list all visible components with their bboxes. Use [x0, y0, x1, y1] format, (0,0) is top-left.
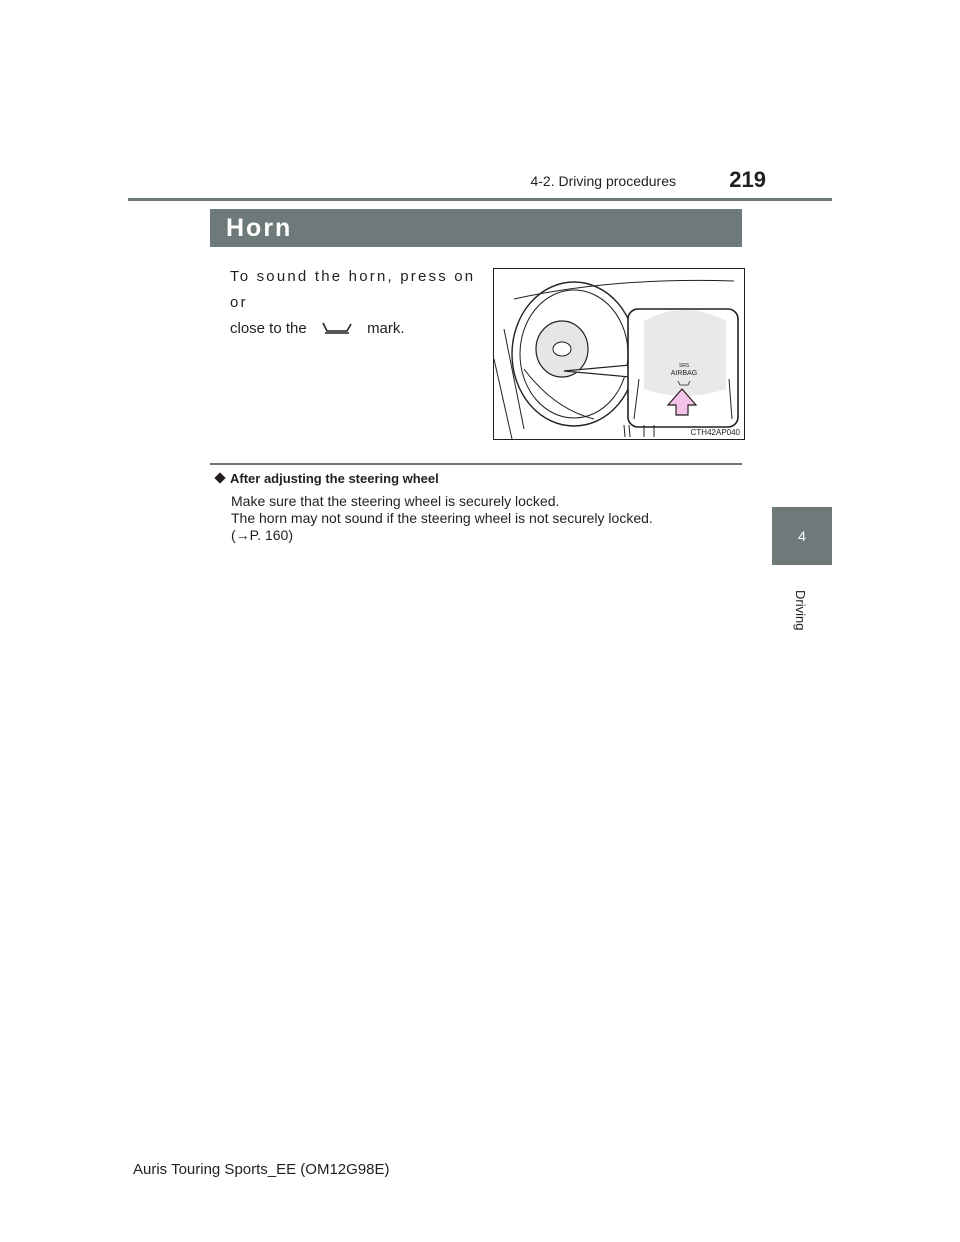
note-line: The horn may not sound if the steering wheel is not securely locked. [231, 510, 653, 526]
header-section-title: 4-2. Driving procedures [530, 173, 676, 189]
chapter-tab [772, 507, 832, 565]
page-number: 219 [729, 167, 766, 192]
footer-model: Auris Touring Sports_EE (OM12G98E) [133, 1161, 390, 1178]
section-title: Horn [226, 214, 293, 242]
chapter-label: Driving [793, 590, 808, 631]
header-divider [128, 198, 832, 201]
note-line-page-ref: (→P. 160) [231, 527, 293, 543]
airbag-small-label: SRS [678, 363, 690, 369]
intro-text-1: To sound the horn, press on or [230, 268, 476, 311]
chapter-number: 4 [798, 528, 806, 544]
intro-line-1 [230, 264, 478, 316]
note-body [231, 493, 731, 544]
figure-code: CTH42AP040 [690, 428, 740, 437]
steering-wheel-illustration [493, 268, 745, 440]
airbag-label: AIRBAG [670, 370, 698, 377]
note-title-text: After adjusting the steering wheel [230, 471, 439, 486]
intro-text-2b: mark. [367, 320, 405, 337]
intro-line-2 [230, 316, 478, 342]
note-divider [210, 463, 742, 465]
steering-wheel-drawing [494, 269, 744, 439]
intro-text-2a: close to the [230, 320, 307, 337]
section-title-bar [210, 209, 742, 247]
note-line: Make sure that the steering wheel is securely locked. [231, 493, 560, 509]
horn-icon [319, 321, 355, 337]
note-heading [216, 471, 439, 486]
intro-paragraph [230, 264, 478, 342]
diamond-bullet-icon [214, 472, 225, 483]
